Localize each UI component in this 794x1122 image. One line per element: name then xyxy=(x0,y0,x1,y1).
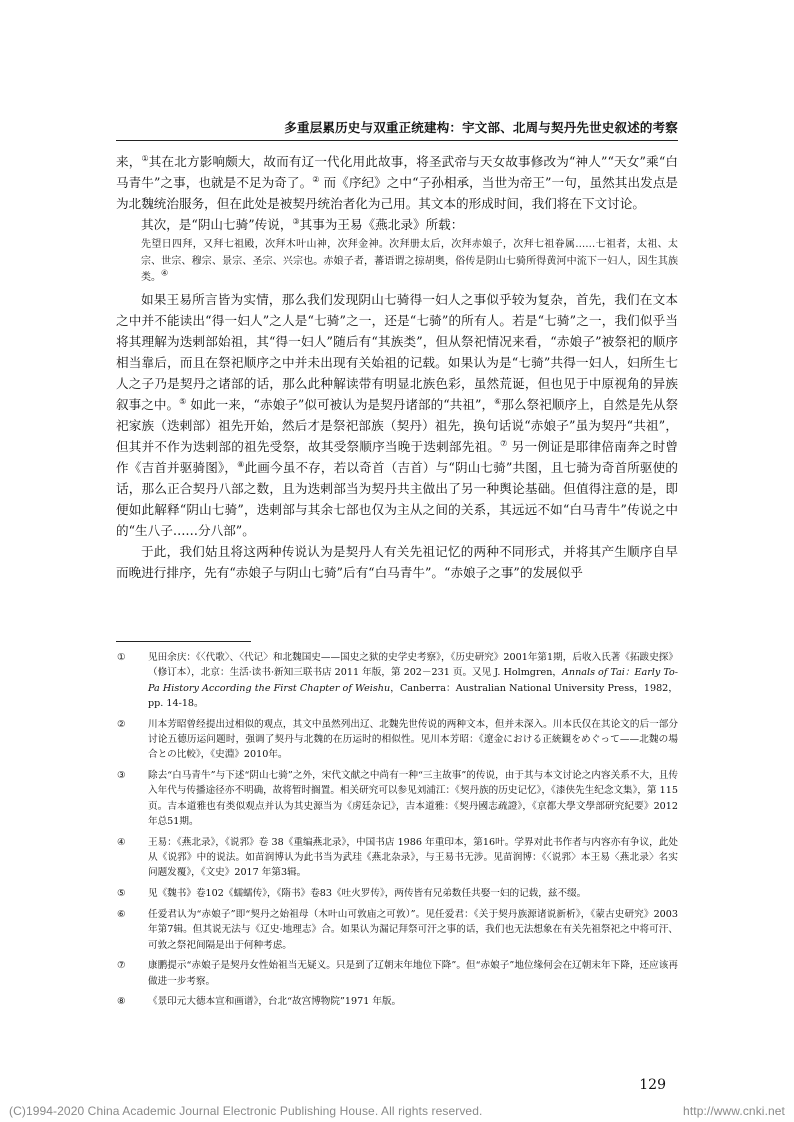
page-number: 129 xyxy=(639,1077,666,1093)
paragraph-1 xyxy=(116,151,678,214)
paragraph-3-text-5: 此画今虽不存，若以奇首（吉首）与“阴山七骑”共图，且七骑为奇首所驱使的话，那么正合契丹八部之数，且为迭剌部当为契丹共主做出了另一种舆论基础。但值得注意的是，即便如此解释“阴山七骑”，迭剌部与其余七部也仅为主从之间的关系，其远远不如“白马青牛”传说之中的“生八子……分八部”。 xyxy=(116,459,679,538)
footnote-text: 康鹏提示“赤娘子是契丹女性始祖当无疑义。只是到了辽朝末年地位下降”。但“赤娘子”地位缘何会在辽朝末年下降，还应该再做进一步考察。 xyxy=(148,960,678,987)
footnote-1-book-title: Annals of Tai：Early To-Pa History According the First Chapter of Weishu xyxy=(148,667,678,694)
footnote-text: 除去“白马青牛”与下述“阴山七骑”之外，宋代文献之中尚有一种“三主故事”的传说，由于其与本文讨论之内容关系不大，且传入年代与传播途径亦不明确，故将暂时搁置。相关研究可以参见刘浦江：《契丹族的历史记忆》，《漆侠先生纪念文集》，第 115 页。吉本道雅也有类似观点并认为其史源当为《虏廷杂记》，吉本道雅：《契丹國志疏證》，《京都大學文學部研究紀要》2012年总51期。 xyxy=(148,770,678,827)
footnote-marker: ③ xyxy=(117,770,126,782)
footnote-ref-6[interactable]: ⑥ xyxy=(494,396,502,406)
footnote-marker: ② xyxy=(117,718,126,730)
footnote-text: 《景印元大德本宣和画谱》，台北“故宫博物院”1971 年版。 xyxy=(148,996,402,1008)
paragraph-3-text-4: 另一例证是耶律倍南奔之时曾作《吉首并驱骑图》， xyxy=(116,438,678,475)
block-quote xyxy=(141,237,678,287)
footnote-ref-5[interactable]: ⑤ xyxy=(179,396,187,406)
footnote-1-tail: ，Canberra：Australian National University Press，1982，pp. 14-18。 xyxy=(148,682,678,709)
footnote-text xyxy=(148,650,678,711)
footnote-rule xyxy=(116,641,251,642)
footnote-2 xyxy=(116,717,678,763)
copyright-notice: (C)1994-2020 China Academic Journal Electronic Publishing House. All rights reserved. xyxy=(9,1104,483,1118)
footnote-text: 王易：《燕北录》，《说郛》卷 38《重编燕北录》，中国书店 1986 年重印本，第16叶。学界对此书作者与内容亦有争议，此处从《说郛》中的说法。如苗润博认为此书当为武珪《燕北杂录》，与王易书无涉。见苗润博：《〈说郛〉本王易〈燕北录〉名实问题发覆》，《文史》2017 年第3辑。 xyxy=(148,836,678,879)
footnote-text: 见《魏书》卷102《蠕蠕传》，《隋书》卷83《吐火罗传》，两传皆有兄弟数任共娶一妇的记载，兹不缀。 xyxy=(148,888,587,900)
footnote-ref-3[interactable]: ③ xyxy=(292,216,300,226)
header-rule xyxy=(116,140,678,141)
footnote-marker: ⑤ xyxy=(117,888,126,900)
footnote-4 xyxy=(116,835,678,881)
footnote-ref-4[interactable]: ④ xyxy=(161,268,169,278)
footnotes xyxy=(116,650,678,1015)
footnote-ref-7[interactable]: ⑦ xyxy=(500,438,508,448)
paragraph-2 xyxy=(116,214,678,235)
copyright-footer xyxy=(9,1104,785,1118)
footnote-1-text: 见田余庆：《〈代歌〉、〈代记〉和北魏国史——国史之狱的史学史考察》，《历史研究》2001年第1期，后收入氏著《拓跋史探》（修订本），北京：生活·读书·新知三联书店 2011 年版，第 202－231 页。又见 J. Holmgren， xyxy=(148,652,678,679)
paragraph-3 xyxy=(116,289,678,541)
footnote-text: 任爱君认为“赤娘子”即“契丹之始祖母（木叶山可敦庙之可敦）”。见任爱君：《关于契丹族源诸说新析》，《蒙古史研究》2003 年第7辑。但其说无法与《辽史·地理志》合。如果认为漏记拜祭可汗之事的话，我们也无法想象在有关先祖祭祀之中将可汗、可敦之祭祀间隔是出于何种考虑。 xyxy=(148,908,678,951)
footnote-ref-1[interactable]: ① xyxy=(141,153,149,163)
footnote-marker: ⑧ xyxy=(117,996,126,1008)
running-header: 多重层累历史与双重正统建构：宇文部、北周与契丹先世史叙述的考察 xyxy=(284,120,678,135)
footnote-8 xyxy=(116,994,678,1009)
paragraph-4: 于此，我们姑且将这两种传说认为是契丹人有关先祖记忆的两种不同形式，并将其产生顺序自早而晚进行排序，先有“赤娘子与阴山七骑”后有“白马青牛”。“赤娘子之事”的发展似乎 xyxy=(116,543,678,580)
footnote-marker: ⑥ xyxy=(117,908,126,920)
block-quote-text: 先望日四拜，又拜七祖殿，次拜木叶山神，次拜金神。次拜册太后，次拜赤娘子，次拜七祖眷属……七祖者，太祖、太宗、世宗、穆宗、景宗、圣宗、兴宗也。赤娘子者，蕃语谓之掠胡奥，俗传是阴山七骑所得黄河中流下一妇人，因生其族类。 xyxy=(141,239,678,284)
footnote-1 xyxy=(116,650,678,711)
footnote-marker: ④ xyxy=(117,836,126,848)
main-text xyxy=(116,151,678,583)
paragraph-3-text: 如果王易所言皆为实情，那么我们发现阴山七骑得一妇人之事似乎较为复杂，首先，我们在文本之中并不能读出“得一妇人”之人是“七骑”之一，还是“七骑”的所有人。若是“七骑”之一，我们似乎当将其理解为迭剌部始祖，其“得一妇人”随后有“其族类”，但从祭祀情况来看，“赤娘子”被祭祀的顺序相当靠后，而且在祭祀顺序之中并未出现有关始祖的记载。如果认为是“七骑”共得一妇人，妇所生七人之子乃是契丹之诸部的话，那么此种解读带有明显北族色彩，虽然荒诞，但也见于中原视角的异族叙事之中。 xyxy=(116,291,678,412)
footnote-7 xyxy=(116,958,678,989)
footnote-5 xyxy=(116,886,678,901)
paragraph-1-text-2: 而《序纪》之中“子孙相承，当世为帝王”一句，虽然其出发点是为北魏统治服务，但在此处是被契丹统治者化为己用。其文本的形成时间，我们将在下文讨论。 xyxy=(116,175,678,211)
footnote-ref-8[interactable]: ⑧ xyxy=(237,459,245,469)
footnote-text: 川本芳昭曾经提出过相似的观点，其文中虽然列出辽、北魏先世传说的两种文本，但并未深入。川本氏仅在其论文的后一部分讨论五德历运问题时，强调了契丹与北魏的在历运时的相似性。见川本芳昭：《遼金における正統観をめぐって——北魏の場合との比較》，《史淵》2010年。 xyxy=(148,718,678,761)
paragraph-1-lead: 来， xyxy=(116,154,142,169)
footnote-marker: ① xyxy=(117,652,126,663)
footnote-6 xyxy=(116,907,678,953)
paragraph-3-text-2: 如此一来，“赤娘子”似可被认为是契丹诸部的“共祖”， xyxy=(186,396,495,412)
footnote-marker: ⑦ xyxy=(117,960,126,972)
paragraph-1-text: 其在北方影响颇大，故而有辽一代化用此故事，将圣武帝与天女故事修改为“神人”“天女”乘“白马青牛”之事，也就是不足为奇了。 xyxy=(116,154,678,190)
cnki-link[interactable]: http://www.cnki.net xyxy=(683,1104,785,1118)
paragraph-2-lead: 其次，是“阴山七骑”传说， xyxy=(141,217,293,232)
paragraph-2-text: 其事为王易《燕北录》所载： xyxy=(299,217,464,232)
footnote-3 xyxy=(116,768,678,829)
footnote-ref-2[interactable]: ② xyxy=(312,174,320,184)
paragraph-3-text-3: 那么祭祀顺序上，自然是先从祭祀家族（迭剌部）祖先开始，然后才是祭祀部族（契丹）祖先，换句话说“赤娘子”虽为契丹“共祖”，但其并不作为迭剌部的祖先受祭，故其受祭顺序当晚于迭剌部先祖。 xyxy=(116,396,679,454)
